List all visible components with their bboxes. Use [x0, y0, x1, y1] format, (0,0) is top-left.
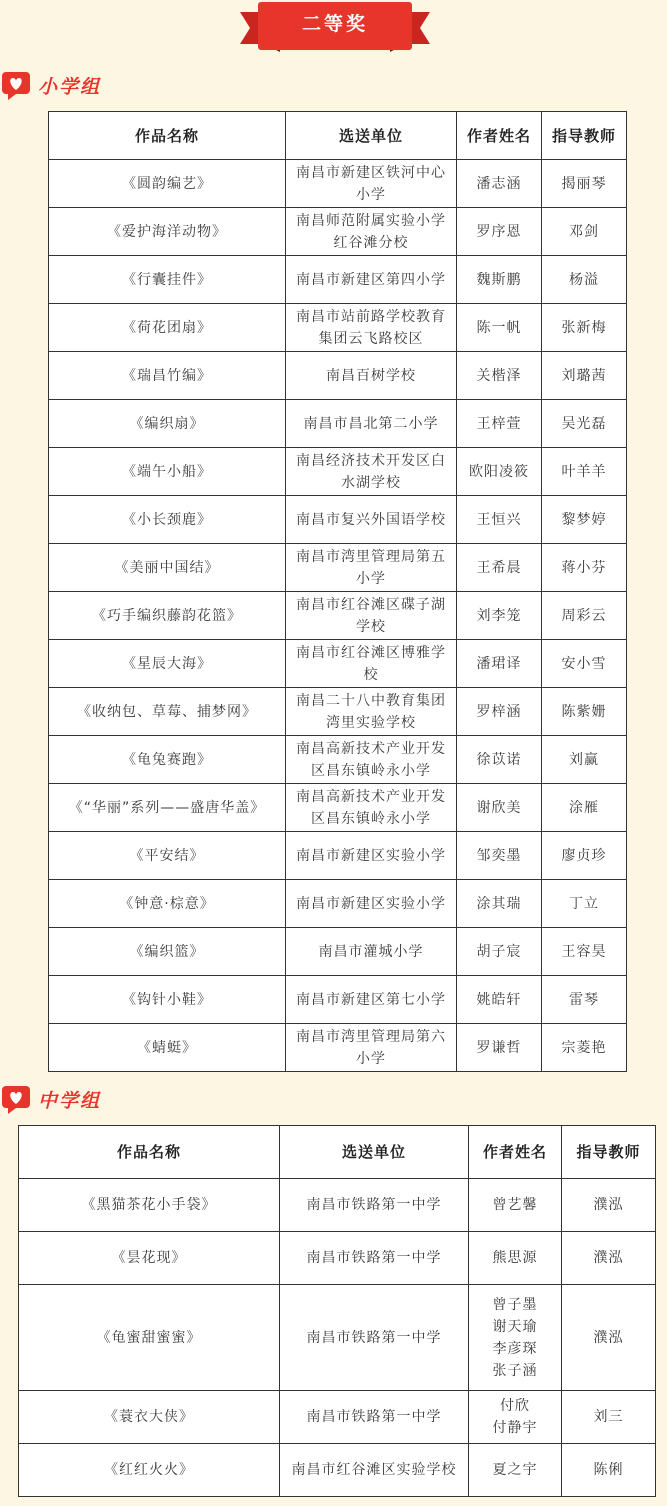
col-header-school: 选送单位	[286, 112, 457, 160]
cell-author: 罗序恩	[457, 208, 542, 256]
cell-author: 罗梓涵	[457, 688, 542, 736]
cell-author: 涂其瑞	[457, 880, 542, 928]
cell-teacher: 陈俐	[562, 1444, 656, 1497]
cell-work-title: 《小长颈鹿》	[49, 496, 286, 544]
cell-teacher: 廖贞珍	[542, 832, 627, 880]
cell-work-title: 《龟兔赛跑》	[49, 736, 286, 784]
table-row	[19, 1391, 656, 1444]
heart-chat-icon	[0, 1084, 32, 1114]
cell-author: 胡子宸	[457, 928, 542, 976]
col-header-work: 作品名称	[49, 112, 286, 160]
table-row	[49, 1024, 627, 1072]
cell-work-title: 《红红火火》	[19, 1444, 280, 1497]
cell-teacher: 张新梅	[542, 304, 627, 352]
col-header-author: 作者姓名	[469, 1126, 562, 1179]
table-row	[49, 400, 627, 448]
cell-work-title: 《编织篮》	[49, 928, 286, 976]
table-header-row	[19, 1126, 656, 1179]
cell-author: 欧阳凌筱	[457, 448, 542, 496]
cell-author: 徐苡诺	[457, 736, 542, 784]
cell-work-title: 《巧手编织藤韵花篮》	[49, 592, 286, 640]
cell-work-title: 《黑猫茶花小手袋》	[19, 1179, 280, 1232]
cell-author: 曾艺馨	[469, 1179, 562, 1232]
cell-school: 南昌高新技术产业开发区昌东镇岭永小学	[286, 736, 457, 784]
cell-author: 谢欣美	[457, 784, 542, 832]
cell-author: 陈一帆	[457, 304, 542, 352]
cell-work-title: 《行囊挂件》	[49, 256, 286, 304]
banner-title: 二等奖	[301, 13, 368, 35]
cell-teacher: 王容昊	[542, 928, 627, 976]
col-header-author: 作者姓名	[457, 112, 542, 160]
cell-teacher: 揭丽琴	[542, 160, 627, 208]
table-row	[49, 736, 627, 784]
table-row	[19, 1179, 656, 1232]
cell-school: 南昌市铁路第一中学	[280, 1285, 469, 1391]
cell-work-title: 《蓑衣大侠》	[19, 1391, 280, 1444]
cell-author: 王恒兴	[457, 496, 542, 544]
middle-awards-table	[18, 1125, 656, 1497]
table-row	[49, 496, 627, 544]
cell-teacher: 周彩云	[542, 592, 627, 640]
table-row	[49, 448, 627, 496]
cell-school: 南昌市昌北第二小学	[286, 400, 457, 448]
cell-work-title: 《钟意·棕意》	[49, 880, 286, 928]
cell-teacher: 刘赢	[542, 736, 627, 784]
cell-work-title: 《瑞昌竹编》	[49, 352, 286, 400]
cell-school: 南昌市铁路第一中学	[280, 1391, 469, 1444]
cell-school: 南昌市湾里管理局第五小学	[286, 544, 457, 592]
cell-work-title: 《收纳包、草莓、捕梦网》	[49, 688, 286, 736]
cell-author: 王梓萱	[457, 400, 542, 448]
primary-awards-table	[48, 111, 627, 1072]
cell-work-title: 《美丽中国结》	[49, 544, 286, 592]
cell-school: 南昌市红谷滩区碟子湖学校	[286, 592, 457, 640]
table-row	[49, 160, 627, 208]
cell-work-title: 《蜻蜓》	[49, 1024, 286, 1072]
cell-work-title: 《“华丽”系列——盛唐华盖》	[49, 784, 286, 832]
cell-school: 南昌市新建区实验小学	[286, 832, 457, 880]
cell-author: 关楷泽	[457, 352, 542, 400]
table-row	[49, 640, 627, 688]
section-header-middle	[0, 1084, 101, 1114]
cell-school: 南昌市红谷滩区实验学校	[280, 1444, 469, 1497]
cell-teacher: 濮泓	[562, 1285, 656, 1391]
cell-teacher: 黎梦婷	[542, 496, 627, 544]
cell-teacher: 邓剑	[542, 208, 627, 256]
col-header-school: 选送单位	[280, 1126, 469, 1179]
cell-school: 南昌市新建区实验小学	[286, 880, 457, 928]
cell-work-title: 《星辰大海》	[49, 640, 286, 688]
cell-school: 南昌市新建区第四小学	[286, 256, 457, 304]
table-row	[19, 1444, 656, 1497]
section-title-middle: 中学组	[38, 1089, 102, 1112]
middle-table-body	[19, 1179, 656, 1497]
cell-author: 王希晨	[457, 544, 542, 592]
cell-work-title: 《爱护海洋动物》	[49, 208, 286, 256]
cell-teacher: 蒋小芬	[542, 544, 627, 592]
col-header-work: 作品名称	[19, 1126, 280, 1179]
table-row	[49, 832, 627, 880]
cell-teacher: 雷琴	[542, 976, 627, 1024]
cell-teacher: 涂雁	[542, 784, 627, 832]
cell-school: 南昌市新建区铁河中心小学	[286, 160, 457, 208]
cell-author: 罗谦哲	[457, 1024, 542, 1072]
cell-teacher: 陈紫姗	[542, 688, 627, 736]
table-row	[19, 1232, 656, 1285]
award-banner	[240, 0, 430, 58]
cell-school: 南昌高新技术产业开发区昌东镇岭永小学	[286, 784, 457, 832]
cell-work-title: 《昙花现》	[19, 1232, 280, 1285]
cell-work-title: 《端午小船》	[49, 448, 286, 496]
cell-teacher: 濮泓	[562, 1232, 656, 1285]
cell-school: 南昌二十八中教育集团湾里实验学校	[286, 688, 457, 736]
cell-author: 邹奕墨	[457, 832, 542, 880]
cell-author: 夏之宇	[469, 1444, 562, 1497]
heart-chat-icon	[0, 70, 32, 100]
cell-author: 魏斯鹏	[457, 256, 542, 304]
table-row	[49, 784, 627, 832]
table-row	[49, 544, 627, 592]
cell-school: 南昌市湾里管理局第六小学	[286, 1024, 457, 1072]
cell-teacher: 刘三	[562, 1391, 656, 1444]
table-row	[49, 688, 627, 736]
table-header-row	[49, 112, 627, 160]
section-title-primary: 小学组	[38, 75, 102, 98]
cell-author: 曾子墨 谢天瑜 李彦琛 张子涵	[469, 1285, 562, 1391]
table-row	[49, 208, 627, 256]
cell-work-title: 《钩针小鞋》	[49, 976, 286, 1024]
cell-teacher: 叶羊羊	[542, 448, 627, 496]
cell-work-title: 《圆韵编艺》	[49, 160, 286, 208]
cell-school: 南昌市新建区第七小学	[286, 976, 457, 1024]
cell-school: 南昌百树学校	[286, 352, 457, 400]
table-row	[49, 928, 627, 976]
table-row	[49, 352, 627, 400]
cell-school: 南昌师范附属实验小学红谷滩分校	[286, 208, 457, 256]
cell-work-title: 《编织扇》	[49, 400, 286, 448]
cell-school: 南昌市站前路学校教育集团云飞路校区	[286, 304, 457, 352]
cell-author: 姚皓轩	[457, 976, 542, 1024]
cell-author: 潘珺译	[457, 640, 542, 688]
cell-teacher: 刘璐茜	[542, 352, 627, 400]
cell-work-title: 《龟蜜甜蜜蜜》	[19, 1285, 280, 1391]
cell-school: 南昌市复兴外国语学校	[286, 496, 457, 544]
cell-school: 南昌市铁路第一中学	[280, 1232, 469, 1285]
table-row	[49, 256, 627, 304]
cell-work-title: 《荷花团扇》	[49, 304, 286, 352]
cell-school: 南昌市灌城小学	[286, 928, 457, 976]
cell-teacher: 宗菱艳	[542, 1024, 627, 1072]
cell-school: 南昌市红谷滩区博雅学校	[286, 640, 457, 688]
cell-author: 熊思源	[469, 1232, 562, 1285]
table-row	[49, 880, 627, 928]
cell-teacher: 濮泓	[562, 1179, 656, 1232]
col-header-teacher: 指导教师	[562, 1126, 656, 1179]
cell-school: 南昌市铁路第一中学	[280, 1179, 469, 1232]
cell-teacher: 吴光磊	[542, 400, 627, 448]
cell-teacher: 安小雪	[542, 640, 627, 688]
cell-author: 刘李笼	[457, 592, 542, 640]
table-row	[19, 1285, 656, 1391]
section-header-primary	[0, 70, 101, 100]
cell-teacher: 杨溢	[542, 256, 627, 304]
cell-author: 潘志涵	[457, 160, 542, 208]
cell-author: 付欣 付静宇	[469, 1391, 562, 1444]
col-header-teacher: 指导教师	[542, 112, 627, 160]
table-row	[49, 304, 627, 352]
table-row	[49, 976, 627, 1024]
cell-teacher: 丁立	[542, 880, 627, 928]
table-row	[49, 592, 627, 640]
cell-work-title: 《平安结》	[49, 832, 286, 880]
primary-table-body	[49, 160, 627, 1072]
cell-school: 南昌经济技术开发区白水湖学校	[286, 448, 457, 496]
